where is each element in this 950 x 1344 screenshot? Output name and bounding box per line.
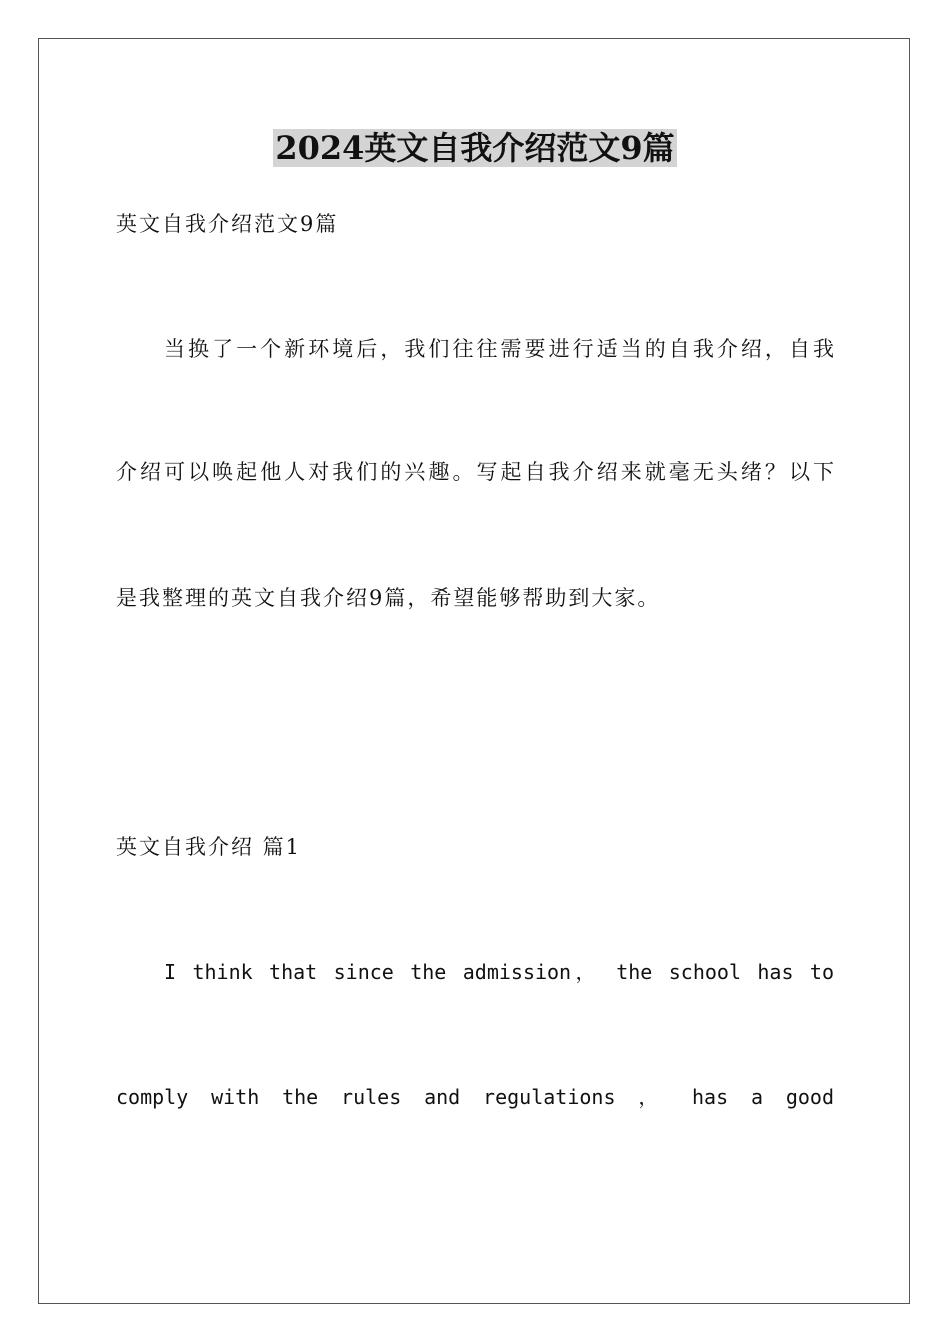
intro-line-3: 是我整理的英文自我介绍9篇，希望能够帮助到大家。 [116,586,661,610]
document-title [0,126,950,170]
body-line-2: comply with the rules and regulations ， has a good [116,1085,834,1109]
section-heading: 英文自我介绍 篇1 [116,835,302,859]
document-subtitle: 英文自我介绍范文9篇 [116,212,339,236]
body-line-1: I think that since the admission， the school has to [164,960,834,984]
document-title-text: 2024英文自我介绍范文9篇 [275,129,675,167]
intro-line-2: 介绍可以唤起他人对我们的兴趣。写起自我介绍来就毫无头绪？以下 [116,460,834,484]
intro-line-1: 当换了一个新环境后，我们往往需要进行适当的自我介绍，自我 [164,337,834,361]
